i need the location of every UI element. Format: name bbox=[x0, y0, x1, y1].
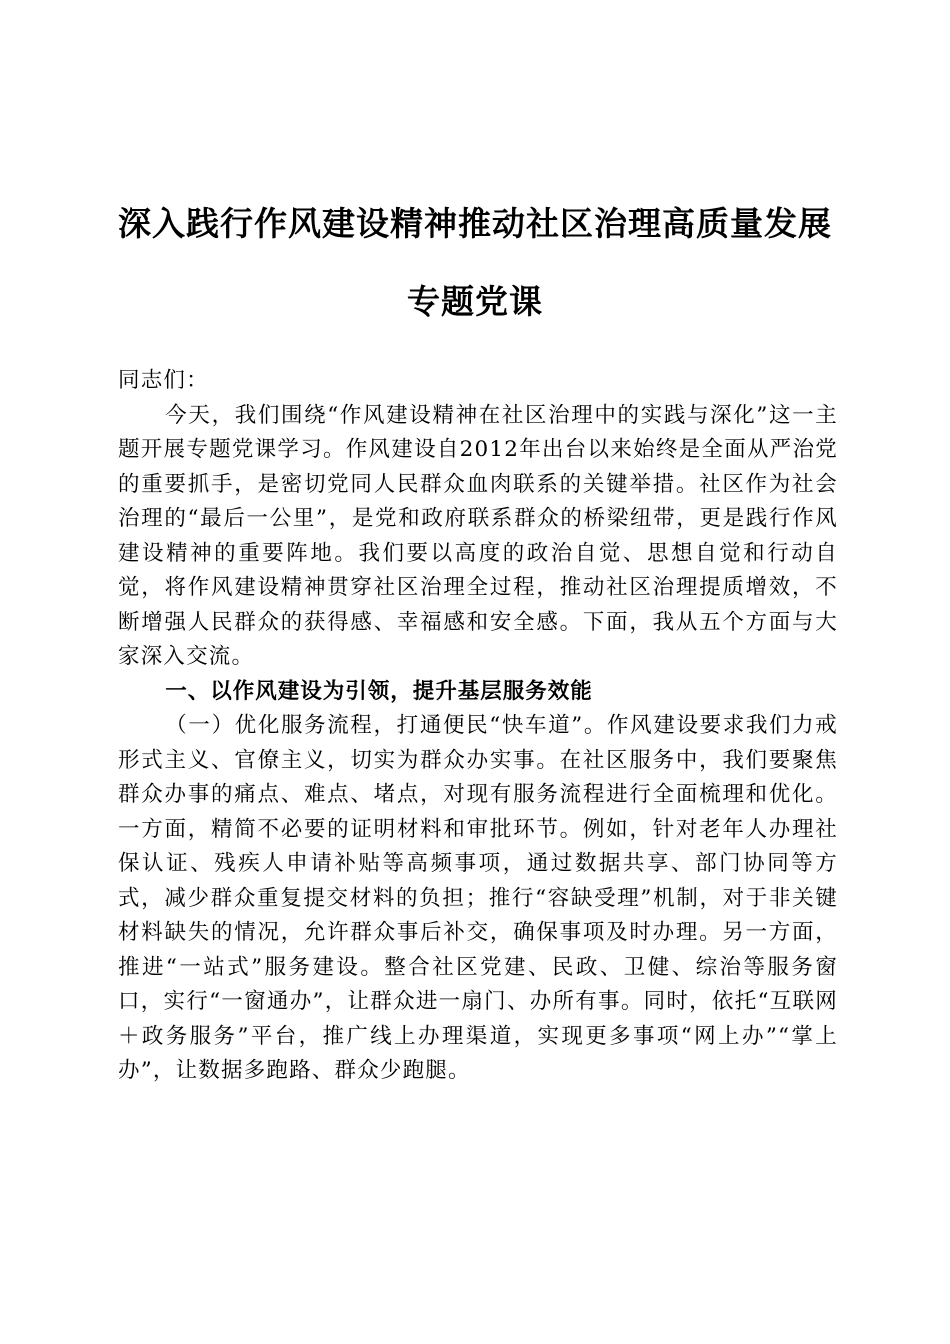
document-body bbox=[118, 364, 838, 1089]
document-title: 深入践行作风建设精神推动社区治理高质量发展专题党课 bbox=[118, 204, 832, 321]
salutation: 同志们： bbox=[118, 368, 209, 393]
section-1-paragraph-1: （一）优化服务流程，打通便民“快车道”。作风建设要求我们力戒形式主义、官僚主义，切实为群众办实事。在社区服务中，我们要聚焦群众办事的痛点、难点、堵点，对现有服务流程进行全面梳理和优化。一方面，精简不必要的证明材料和审批环节。例如，针对老年人办理社保认证、残疾人申请补贴等高频事项，通过数据共享、部门协同等方式，减少群众重复提交材料的负担；推行“容缺受理”机制，对于非关键材料缺失的情况，允许群众事后补交，确保事项及时办理。另一方面，推进“一站式”服务建设。整合社区党建、民政、卫健、综治等服务窗口，实行“一窗通办”，让群众进一扇门、办所有事。同时，依托“互联网＋政务服务”平台，推广线上办理渠道，实现更多事项“网上办”“掌上办”，让数据多跑路、群众少跑腿。 bbox=[118, 713, 838, 1083]
intro-paragraph: 今天，我们围绕“作风建设精神在社区治理中的实践与深化”这一主题开展专题党课学习。作风建设自2012年出台以来始终是全面从严治党的重要抓手，是密切党同人民群众血肉联系的关键举措。社区作为社会治理的“最后一公里”，是党和政府联系群众的桥梁纽带，更是践行作风建设精神的重要阵地。我们要以高度的政治自觉、思想自觉和行动自觉，将作风建设精神贯穿社区治理全过程，推动社区治理提质增效，不断增强人民群众的获得感、幸福感和安全感。下面，我从五个方面与大家深入交流。 bbox=[118, 402, 838, 669]
section-heading-1: 一、以作风建设为引领，提升基层服务效能 bbox=[165, 678, 593, 704]
